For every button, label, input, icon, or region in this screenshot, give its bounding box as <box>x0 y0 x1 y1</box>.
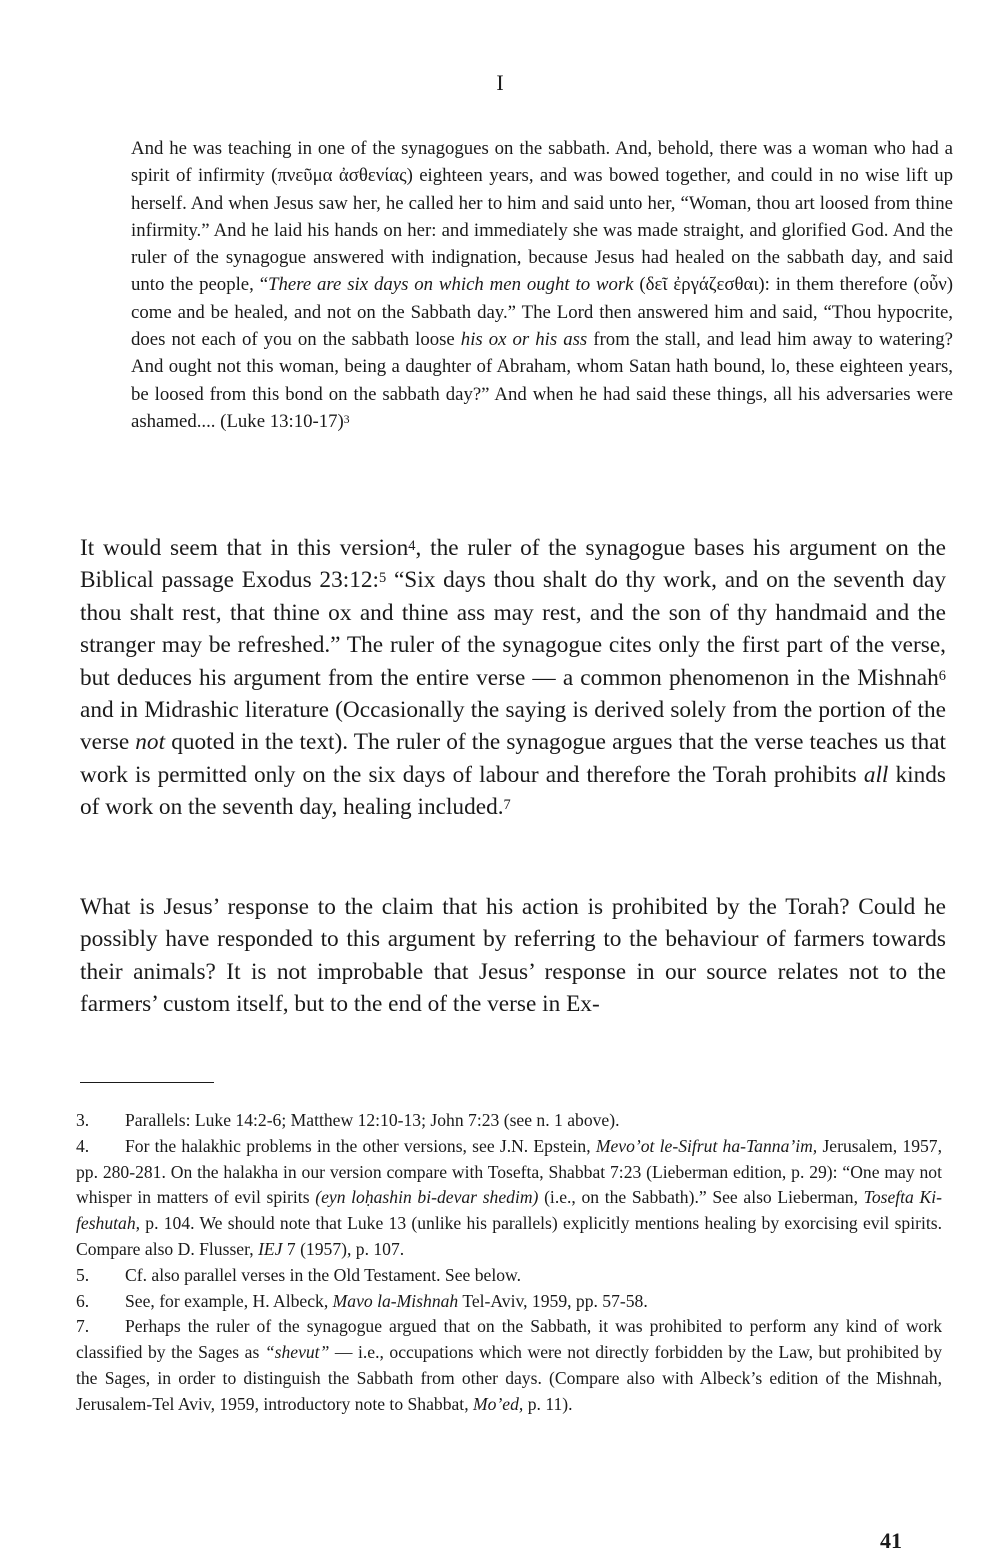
footnote-7 <box>76 1314 942 1417</box>
footnote-emphasis: Mo’ed, <box>473 1393 524 1414</box>
section-number: I <box>496 70 504 95</box>
footnote-emphasis: IEJ <box>258 1238 283 1259</box>
body-paragraph-2 <box>80 891 946 1021</box>
footnote-emphasis: “shevut” <box>264 1342 330 1363</box>
footnote-3 <box>76 1108 942 1134</box>
quote-emphasis: his ox or his ass <box>460 329 588 351</box>
footnote-emphasis: Mevo’ot le-Sifrut ha-Tanna’im, <box>595 1135 818 1156</box>
paragraph-text: It would seem that in this version <box>80 535 409 561</box>
footnote-ref[interactable]: 4 <box>408 537 416 554</box>
footnote-emphasis: Tosefta Ki-feshutah, <box>76 1187 942 1234</box>
greek-term: πνεῦμα ἀσθενίας <box>277 165 407 187</box>
footnote-number: 7. <box>76 1316 90 1337</box>
footnote-text: Perhaps the ruler of the synagogue argued that on the Sabbath, it was prohibited to perform any kind of work classified by the Sages as <box>76 1316 942 1363</box>
footnote-text: 7 (1957), p. 107. <box>282 1238 405 1259</box>
paragraph-emphasis: not <box>135 729 166 756</box>
quote-text: And he was teaching in one of the synagogues on the sabbath. And, behold, there was a woman who had a spirit of infirmity ( <box>131 138 953 187</box>
footnote-5 <box>76 1263 942 1289</box>
footnote-ref[interactable]: 5 <box>378 570 387 587</box>
footnote-text: (i.e., on the Sabbath).” See also Lieberman, <box>538 1187 864 1208</box>
footnote-4 <box>76 1134 942 1263</box>
footnote-number: 3. <box>76 1110 90 1130</box>
footnote-text: Parallels: Luke 14:2-6; Matthew 12:10-13; John 7:23 (see n. 1 above). <box>125 1110 620 1130</box>
footnote-text: p. 104. We should note that Luke 13 (unlike his parallels) explicitly mentions healing by exorcising evil spirits. Compare also D. Flusser, <box>76 1213 942 1259</box>
footnotes <box>76 1108 942 1418</box>
paragraph-text: “Six days thou shalt do thy work, and on the seventh day thou shalt rest, that thine ox and thine ass may rest, and the son of thy handmaid and the stranger may be refreshed.” The ruler of the synagogue cites only the first part of the verse, but deduces his argument from the entire verse — a common phenomenon in the Mishnah <box>80 567 946 691</box>
footnote-number: 5. <box>76 1264 90 1285</box>
paragraph-text: kinds of work on the seventh day, healing included. <box>80 761 946 821</box>
footnote-divider <box>80 1082 214 1083</box>
footnote-6 <box>76 1289 942 1315</box>
quote-text: from the stall, and lead him away to watering? And ought not this woman, being a daughter of Abraham, whom Satan hath bound, lo, these eighteen years, be loosed from this bond on the sabbath day?” And when he had said these things, all his adversaries were ashamed.... (Luke 13:10-17) <box>131 329 953 432</box>
page-number: 41 <box>880 1528 902 1553</box>
quote-emphasis: There are six days on which men ought to work <box>268 274 634 296</box>
paragraph-text: and in Midrashic literature (Occasionally the saying is derived solely from the portion of the verse <box>80 697 946 756</box>
greek-term: δεῖ ἐργάζεσθαι <box>645 274 759 296</box>
footnote-ref[interactable]: 3 <box>343 412 350 426</box>
footnote-text: Jerusalem, 1957, pp. 280-281. On the halakha in our version compare with Tosefta, Shabbat 7:23 (Lieberman edition, p. 29): “One may not whisper in matters of evil spirits <box>76 1135 942 1208</box>
footnote-text: Cf. also parallel verses in the Old Testament. See below. <box>125 1264 521 1285</box>
quote-text: ) eighteen years, and was bowed together, and could in no wise lift up herself. And when Jesus saw her, he called her to him and said unto her, “Woman, thou art loosed from thine infirmity.” And he laid his hands on her: and immediately she was made straight, and glorified God. And the ruler of the synagogue answered with indignation, because Jesus had healed on the sabbath day, and said unto the people, “ <box>131 165 953 296</box>
quote-text: ) come and be healed, and not on the Sabbath day.” The Lord then answered him and said, “Thou hypocrite, does not each of you on the sabbath loose <box>131 274 954 351</box>
paragraph-text: , the ruler of the synagogue bases his argument on the Biblical passage Exodus 23:12: <box>80 535 946 594</box>
footnote-emphasis: Mavo la-Mishnah <box>332 1290 459 1311</box>
quote-text: ( <box>633 274 646 296</box>
body-paragraph-1 <box>80 532 946 824</box>
footnote-emphasis: (eyn loḥashin bi-devar shedim) <box>315 1187 539 1208</box>
footnote-text: Tel-Aviv, 1959, pp. 57-58. <box>458 1290 648 1311</box>
footnote-number: 6. <box>76 1290 90 1311</box>
footnote-text: For the halakhic problems in the other versions, see J.N. Epstein, <box>125 1135 596 1156</box>
footnote-text: — i.e., occupations which were not directly forbidden by the Law, but prohibited by the Sages, in order to distinguish the Sabbath from other days. (Compare also with Albeck’s edition of the Mishnah, Jerusalem-Tel Aviv, 1959, introductory note to Shabbat, <box>76 1342 942 1414</box>
paragraph-text: What is Jesus’ response to the claim that his action is prohibited by the Torah? Could he possibly have responded to this argument by referring to the behaviour of farmers towards their animals? It is not improbable that Jesus’ response in our source relates not to the farmers’ custom itself, but to the end of the verse in Ex- <box>80 894 946 1018</box>
paragraph-text: quoted in the text). The ruler of the synagogue argues that the verse teaches us that work is permitted only on the six days of labour and therefore the Torah prohibits <box>80 729 946 788</box>
paragraph-emphasis: all <box>863 761 889 788</box>
footnote-text: p. 11). <box>523 1393 573 1414</box>
footnote-text: See, for example, H. Albeck, <box>125 1290 333 1311</box>
block-quote-luke <box>131 135 953 435</box>
greek-term: οὖν <box>919 274 947 296</box>
footnote-ref[interactable]: 7 <box>503 797 511 814</box>
quote-text: ): in them therefore ( <box>758 274 920 296</box>
footnote-ref[interactable]: 6 <box>938 667 946 684</box>
footnote-number: 4. <box>76 1135 90 1156</box>
